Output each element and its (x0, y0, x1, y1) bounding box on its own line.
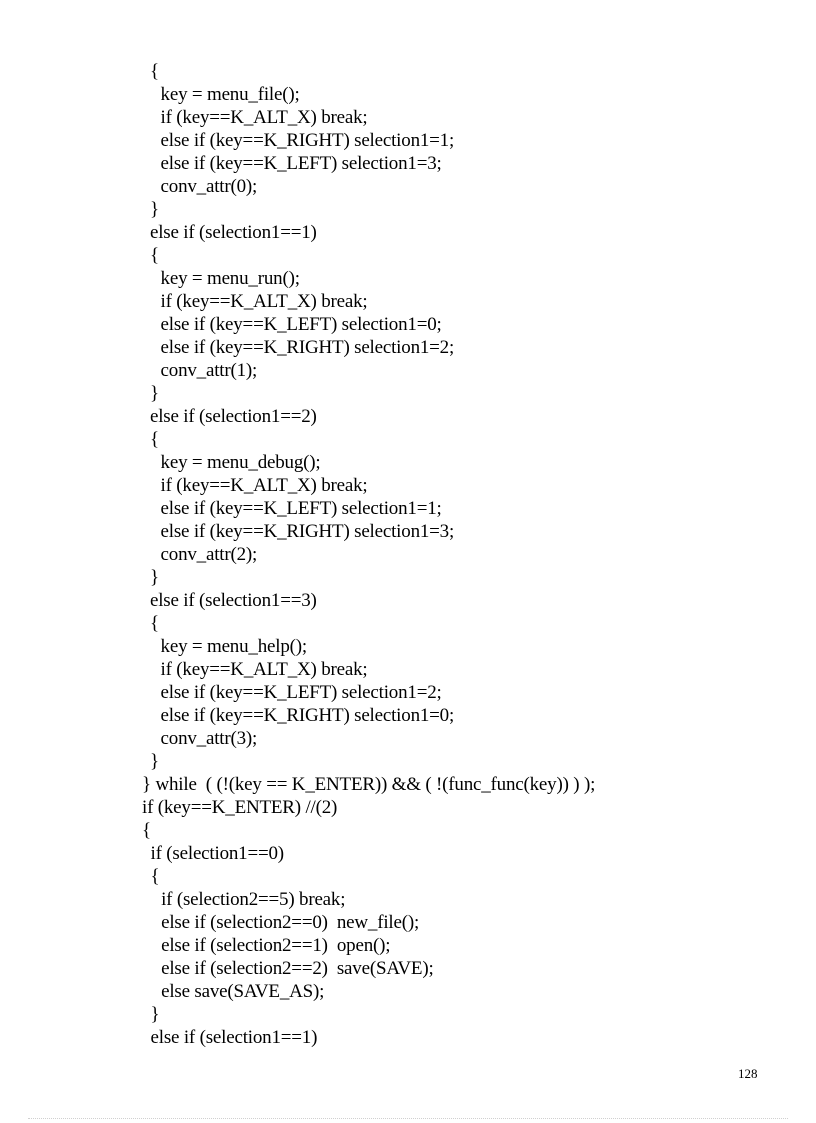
code-line: { (146, 866, 160, 887)
code-line: } while ( (!(key == K_ENTER)) && ( !(func_func(key)) ) ); (142, 774, 596, 795)
code-line: else if (key==K_RIGHT) selection1=3; (156, 521, 455, 542)
code-line: } (150, 751, 159, 772)
code-line: if (key==K_ALT_X) break; (156, 475, 368, 496)
code-line: else if (selection2==0) new_file(); (152, 912, 420, 933)
code-line: else if (key==K_LEFT) selection1=3; (156, 153, 442, 174)
code-line: else if (selection1==2) (150, 406, 317, 427)
code-line: } (150, 383, 159, 404)
code-line: if (selection1==0) (146, 843, 284, 864)
code-line: { (150, 61, 159, 82)
page-bottom-divider (28, 1118, 788, 1119)
code-line: key = menu_debug(); (156, 452, 321, 473)
code-line: key = menu_help(); (156, 636, 307, 657)
code-line: conv_attr(2); (156, 544, 258, 565)
code-line: key = menu_file(); (156, 84, 300, 105)
code-line: else if (selection2==2) save(SAVE); (152, 958, 434, 979)
code-line: } (150, 567, 159, 588)
code-line: else if (selection2==1) open(); (152, 935, 391, 956)
code-line: else if (key==K_RIGHT) selection1=2; (156, 337, 455, 358)
code-line: } (146, 1004, 160, 1025)
code-line: else save(SAVE_AS); (152, 981, 325, 1002)
code-line: } (150, 199, 159, 220)
code-line: conv_attr(3); (156, 728, 258, 749)
code-line: if (key==K_ENTER) //(2) (142, 797, 338, 818)
code-line: { (150, 613, 159, 634)
code-line: if (key==K_ALT_X) break; (156, 291, 368, 312)
code-line: { (150, 429, 159, 450)
code-line: if (key==K_ALT_X) break; (156, 107, 368, 128)
code-line: else if (key==K_LEFT) selection1=2; (156, 682, 442, 703)
code-line: else if (key==K_RIGHT) selection1=1; (156, 130, 455, 151)
code-line: else if (key==K_RIGHT) selection1=0; (156, 705, 455, 726)
code-line: if (selection2==5) break; (152, 889, 346, 910)
code-line: else if (selection1==3) (150, 590, 317, 611)
code-line: else if (key==K_LEFT) selection1=0; (156, 314, 442, 335)
code-line: { (150, 245, 159, 266)
page-number: 128 (738, 1066, 758, 1081)
code-line: else if (selection1==1) (150, 222, 317, 243)
code-line: conv_attr(0); (156, 176, 258, 197)
code-line: { (142, 820, 151, 841)
code-line: else if (key==K_LEFT) selection1=1; (156, 498, 442, 519)
code-line: conv_attr(1); (156, 360, 258, 381)
code-line: key = menu_run(); (156, 268, 300, 289)
code-line: if (key==K_ALT_X) break; (156, 659, 368, 680)
code-line: else if (selection1==1) (146, 1027, 318, 1048)
